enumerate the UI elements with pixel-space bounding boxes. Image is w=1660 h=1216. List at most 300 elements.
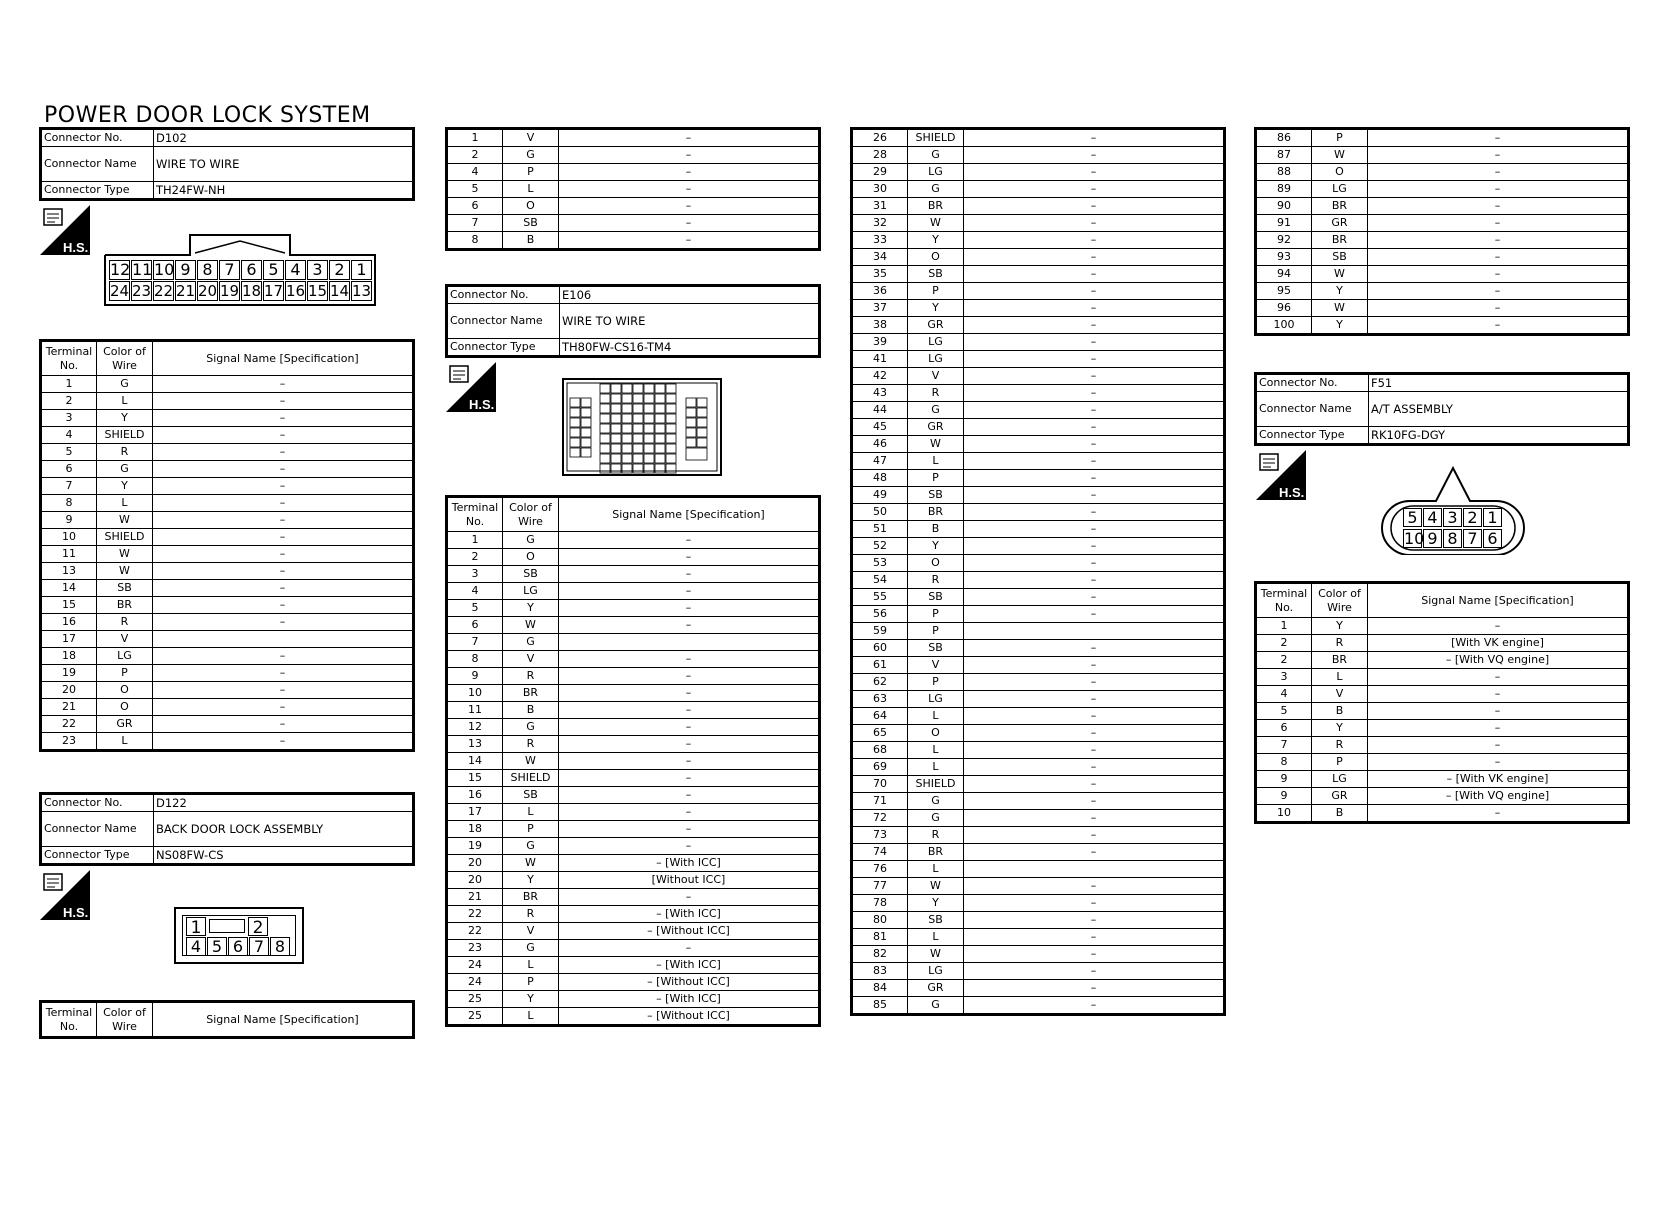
- connector-type-label: Connector Type: [41, 847, 154, 865]
- wire-color-cell: L: [97, 393, 153, 410]
- terminal-no-cell: 2: [447, 549, 503, 566]
- terminal-no-header: Terminal No.: [1256, 583, 1312, 618]
- wire-color-cell: BR: [908, 504, 964, 521]
- signal-name-cell: –: [964, 198, 1225, 215]
- wire-color-cell: W: [1312, 300, 1368, 317]
- wire-color-cell: R: [908, 572, 964, 589]
- terminal-no-cell: 61: [852, 657, 908, 674]
- signal-name-cell: –: [559, 838, 820, 855]
- signal-name-cell: –: [153, 461, 414, 478]
- table-row: [447, 198, 820, 215]
- table-row: [1256, 703, 1629, 720]
- terminal-no-cell: 62: [852, 674, 908, 691]
- column-1-d122-table: [39, 1000, 415, 1039]
- signal-name-cell: –: [964, 334, 1225, 351]
- table-row: [447, 855, 820, 872]
- signal-name-cell: –: [153, 529, 414, 546]
- terminal-no-cell: 63: [852, 691, 908, 708]
- table-row: [41, 648, 414, 665]
- connector-pin: 4: [1423, 508, 1442, 527]
- hs-icon: [1256, 450, 1306, 500]
- terminal-no-cell: 4: [447, 164, 503, 181]
- wire-color-cell: L: [908, 929, 964, 946]
- terminal-no-cell: 8: [41, 495, 97, 512]
- wire-color-cell: SB: [503, 566, 559, 583]
- signal-name-cell: –: [559, 215, 820, 232]
- signal-name-cell: –: [964, 963, 1225, 980]
- d122-pin: 2: [248, 917, 268, 936]
- connector-name-label: Connector Name: [41, 147, 154, 182]
- terminal-no-cell: 78: [852, 895, 908, 912]
- connector-pin: 12: [110, 260, 131, 279]
- signal-name-cell: – [Without ICC]: [559, 1008, 820, 1026]
- table-row: [852, 895, 1225, 912]
- table-row: [1256, 771, 1629, 788]
- wire-color-cell: R: [1312, 635, 1368, 652]
- table-row: [1256, 720, 1629, 737]
- signal-name-cell: – [With VQ engine]: [1368, 788, 1629, 805]
- signal-name-cell: –: [964, 776, 1225, 793]
- svg-text:H.S.: H.S.: [1279, 485, 1305, 500]
- terminal-no-cell: 53: [852, 555, 908, 572]
- table-row: [41, 597, 414, 614]
- wire-color-cell: SHIELD: [908, 776, 964, 793]
- signal-name-cell: – [With VK engine]: [1368, 771, 1629, 788]
- terminal-no-cell: 8: [447, 232, 503, 250]
- wire-color-cell: R: [1312, 737, 1368, 754]
- terminal-no-cell: 69: [852, 759, 908, 776]
- terminal-no-cell: 90: [1256, 198, 1312, 215]
- table-row: [447, 787, 820, 804]
- terminal-no-cell: 33: [852, 232, 908, 249]
- wire-color-cell: LG: [1312, 771, 1368, 788]
- signal-name-cell: –: [559, 821, 820, 838]
- terminal-no-cell: 7: [447, 215, 503, 232]
- terminal-no-cell: 83: [852, 963, 908, 980]
- wire-color-cell: O: [1312, 164, 1368, 181]
- signal-name-cell: –: [964, 844, 1225, 861]
- table-row: [1256, 215, 1629, 232]
- table-row: [1256, 129, 1629, 147]
- terminal-no-cell: 15: [447, 770, 503, 787]
- connector-pin: 22: [154, 282, 174, 300]
- terminal-no-cell: 82: [852, 946, 908, 963]
- table-row: [447, 889, 820, 906]
- terminal-no-cell: 71: [852, 793, 908, 810]
- wire-color-cell: GR: [1312, 788, 1368, 805]
- wire-color-cell: P: [503, 821, 559, 838]
- wire-color-cell: L: [908, 742, 964, 759]
- connector-pin: 8: [1443, 529, 1462, 548]
- signal-name-cell: –: [1368, 737, 1629, 754]
- terminal-no-cell: 9: [41, 512, 97, 529]
- signal-name-cell: –: [153, 376, 414, 393]
- signal-name-cell: –: [559, 600, 820, 617]
- connector-type-label: Connector Type: [1256, 427, 1369, 445]
- table-row: [1256, 686, 1629, 703]
- wire-color-cell: L: [503, 804, 559, 821]
- signal-name-cell: –: [153, 563, 414, 580]
- wire-color-cell: P: [503, 974, 559, 991]
- signal-name-cell: –: [964, 555, 1225, 572]
- connector-type-label: Connector Type: [447, 339, 560, 357]
- wire-color-cell: P: [908, 606, 964, 623]
- terminal-no-cell: 88: [1256, 164, 1312, 181]
- table-row: [1256, 147, 1629, 164]
- signal-name-cell: –: [559, 147, 820, 164]
- terminal-no-cell: 94: [1256, 266, 1312, 283]
- wire-color-cell: L: [1312, 669, 1368, 686]
- table-row: [41, 733, 414, 751]
- signal-name-cell: –: [1368, 232, 1629, 249]
- table-row: [852, 810, 1225, 827]
- connector-pin: 9: [175, 260, 196, 280]
- terminal-no-cell: 34: [852, 249, 908, 266]
- table-row: [1256, 635, 1629, 652]
- d102-connector-face: [103, 233, 377, 307]
- wire-color-cell: G: [503, 940, 559, 957]
- terminal-no-cell: 100: [1256, 317, 1312, 335]
- signal-name-cell: [964, 623, 1225, 640]
- wire-color-cell: P: [503, 164, 559, 181]
- column-4-table: [1254, 581, 1630, 824]
- f51-connector-face: [1380, 465, 1526, 555]
- terminal-no-cell: 8: [447, 651, 503, 668]
- wire-color-cell: G: [97, 376, 153, 393]
- d122-connector-info: [39, 792, 415, 866]
- wire-color-cell: BR: [908, 844, 964, 861]
- connector-pin: 4: [285, 260, 306, 280]
- d122-latch: [209, 919, 245, 933]
- signal-name-cell: –: [1368, 266, 1629, 283]
- signal-name-cell: –: [153, 580, 414, 597]
- connector-pin: 7: [219, 260, 240, 280]
- terminal-no-cell: 7: [447, 634, 503, 651]
- connector-pin: 1: [351, 260, 372, 280]
- signal-name-cell: –: [153, 597, 414, 614]
- wire-color-cell: SB: [97, 580, 153, 597]
- d122-connector-type: NS08FW-CS: [154, 847, 414, 865]
- table-row: [447, 549, 820, 566]
- wire-color-cell: Y: [908, 895, 964, 912]
- signal-name-cell: –: [964, 164, 1225, 181]
- wire-color-cell: L: [503, 957, 559, 974]
- wire-color-cell: G: [908, 402, 964, 419]
- signal-name-cell: –: [964, 487, 1225, 504]
- terminal-no-cell: 72: [852, 810, 908, 827]
- terminal-no-cell: 16: [447, 787, 503, 804]
- signal-name-cell: –: [964, 742, 1225, 759]
- table-row: [1256, 164, 1629, 181]
- table-row: [1256, 266, 1629, 283]
- wire-color-cell: R: [908, 385, 964, 402]
- e106-connector-type: TH80FW-CS16-TM4: [560, 339, 820, 357]
- wire-color-cell: SB: [908, 640, 964, 657]
- signal-name-cell: –: [153, 478, 414, 495]
- table-row: [852, 538, 1225, 555]
- table-row: [852, 351, 1225, 368]
- wire-color-cell: LG: [1312, 181, 1368, 198]
- table-row: [447, 651, 820, 668]
- wire-color-cell: L: [908, 453, 964, 470]
- wire-color-cell: Y: [503, 600, 559, 617]
- terminal-no-cell: 18: [41, 648, 97, 665]
- wire-color-cell: R: [97, 444, 153, 461]
- table-row: [1256, 788, 1629, 805]
- wire-color-cell: V: [908, 657, 964, 674]
- connector-name-label: Connector Name: [41, 812, 154, 847]
- terminal-no-cell: 87: [1256, 147, 1312, 164]
- terminal-no-cell: 23: [41, 733, 97, 751]
- signal-name-cell: –: [153, 546, 414, 563]
- terminal-no-cell: 10: [447, 685, 503, 702]
- wire-color-cell: LG: [908, 164, 964, 181]
- connector-pin: 6: [228, 937, 248, 956]
- wire-color-cell: W: [1312, 266, 1368, 283]
- terminal-no-cell: 76: [852, 861, 908, 878]
- signal-name-cell: –: [964, 589, 1225, 606]
- table-row: [447, 668, 820, 685]
- table-row: [852, 300, 1225, 317]
- d102-connector-no: D102: [154, 129, 414, 147]
- connector-pin: 20: [198, 282, 218, 300]
- terminal-no-cell: 42: [852, 368, 908, 385]
- wire-color-cell: LG: [97, 648, 153, 665]
- table-row: [447, 702, 820, 719]
- signal-name-cell: –: [559, 651, 820, 668]
- signal-name-cell: –: [964, 929, 1225, 946]
- signal-name-cell: –: [1368, 720, 1629, 737]
- table-row: [41, 665, 414, 682]
- terminal-no-cell: 52: [852, 538, 908, 555]
- connector-pin: 13: [352, 282, 372, 300]
- page-title: POWER DOOR LOCK SYSTEM: [44, 103, 371, 128]
- signal-name-cell: –: [559, 685, 820, 702]
- connector-pin: 2: [329, 260, 350, 280]
- table-row: [852, 368, 1225, 385]
- wire-color-cell: L: [97, 495, 153, 512]
- terminal-no-cell: 60: [852, 640, 908, 657]
- signal-name-cell: –: [964, 895, 1225, 912]
- e106-terminal-table: [445, 495, 821, 1027]
- wire-color-cell: W: [503, 617, 559, 634]
- terminal-no-cell: 20: [447, 872, 503, 889]
- wire-color-cell: P: [908, 283, 964, 300]
- signal-name-cell: –: [964, 470, 1225, 487]
- connector-pin: 9: [1423, 529, 1442, 548]
- terminal-no-cell: 81: [852, 929, 908, 946]
- wire-color-cell: SB: [908, 487, 964, 504]
- wire-color-cell: R: [97, 614, 153, 631]
- table-row: [852, 776, 1225, 793]
- signal-name-cell: –: [964, 283, 1225, 300]
- signal-name-cell: –: [964, 351, 1225, 368]
- signal-name-cell: –: [153, 512, 414, 529]
- table-row: [447, 129, 820, 147]
- connector-no-label: Connector No.: [447, 286, 560, 304]
- wire-color-cell: W: [97, 563, 153, 580]
- e106-end-table: [1254, 127, 1630, 336]
- terminal-no-cell: 2: [41, 393, 97, 410]
- terminal-no-cell: 47: [852, 453, 908, 470]
- terminal-no-cell: 4: [1256, 686, 1312, 703]
- table-row: [1256, 181, 1629, 198]
- table-row: [852, 759, 1225, 776]
- terminal-no-cell: 12: [447, 719, 503, 736]
- terminal-no-cell: 39: [852, 334, 908, 351]
- table-row: [852, 623, 1225, 640]
- wire-color-cell: W: [97, 546, 153, 563]
- terminal-no-cell: 24: [447, 974, 503, 991]
- terminal-no-cell: 5: [1256, 703, 1312, 720]
- wire-color-cell: L: [908, 759, 964, 776]
- connector-pin: 11: [132, 260, 153, 279]
- table-row: [852, 232, 1225, 249]
- connector-pin: 2: [1463, 508, 1482, 527]
- signal-name-cell: –: [964, 912, 1225, 929]
- signal-name-cell: –: [153, 495, 414, 512]
- d122-connector-no: D122: [154, 794, 414, 812]
- table-row: [447, 821, 820, 838]
- signal-name-cell: –: [153, 699, 414, 716]
- terminal-no-cell: 96: [1256, 300, 1312, 317]
- table-row: [41, 444, 414, 461]
- wire-color-cell: O: [908, 725, 964, 742]
- f51-terminal-table: [1254, 581, 1630, 824]
- column-1: [39, 127, 415, 201]
- table-row: [41, 682, 414, 699]
- terminal-no-cell: 21: [447, 889, 503, 906]
- wire-color-cell: V: [503, 129, 559, 147]
- terminal-no-cell: 91: [1256, 215, 1312, 232]
- table-row: [852, 181, 1225, 198]
- terminal-no-cell: 49: [852, 487, 908, 504]
- wire-color-cell: R: [503, 906, 559, 923]
- connector-no-label: Connector No.: [41, 794, 154, 812]
- terminal-no-cell: 21: [41, 699, 97, 716]
- table-row: [852, 827, 1225, 844]
- wire-color-cell: B: [908, 521, 964, 538]
- wire-color-cell: Y: [1312, 720, 1368, 737]
- wire-color-cell: BR: [1312, 652, 1368, 669]
- signal-name-cell: –: [964, 232, 1225, 249]
- d122-pin: 1: [186, 917, 206, 936]
- terminal-no-cell: 86: [1256, 129, 1312, 147]
- wire-color-cell: GR: [908, 317, 964, 334]
- signal-name-cell: –: [559, 940, 820, 957]
- table-row: [1256, 754, 1629, 771]
- column-1-table: [39, 339, 415, 752]
- connector-pin: 5: [207, 937, 227, 956]
- e106-info-wrap: [445, 284, 821, 358]
- signal-name-cell: –: [1368, 129, 1629, 147]
- terminal-no-cell: 9: [447, 668, 503, 685]
- wire-color-cell: G: [503, 147, 559, 164]
- svg-text:H.S.: H.S.: [63, 240, 89, 255]
- table-row: [41, 478, 414, 495]
- wire-color-cell: B: [1312, 703, 1368, 720]
- table-row: [852, 912, 1225, 929]
- signal-name-cell: –: [964, 980, 1225, 997]
- terminal-no-cell: 55: [852, 589, 908, 606]
- wire-color-cell: R: [503, 668, 559, 685]
- terminal-no-cell: 22: [41, 716, 97, 733]
- connector-pin: 3: [307, 260, 328, 280]
- signal-name-cell: –: [964, 249, 1225, 266]
- signal-name-cell: –: [1368, 618, 1629, 635]
- table-row: [447, 600, 820, 617]
- signal-name-cell: –: [559, 787, 820, 804]
- wire-color-cell: O: [908, 555, 964, 572]
- wire-color-cell: L: [503, 181, 559, 198]
- table-row: [852, 402, 1225, 419]
- wire-color-cell: W: [503, 855, 559, 872]
- table-row: [41, 614, 414, 631]
- wire-color-cell: G: [503, 838, 559, 855]
- terminal-no-cell: 93: [1256, 249, 1312, 266]
- d122-terminal-table: [39, 1000, 415, 1039]
- table-row: [852, 878, 1225, 895]
- terminal-no-cell: 13: [41, 563, 97, 580]
- signal-name-cell: –: [964, 147, 1225, 164]
- terminal-no-header: Terminal No.: [41, 1002, 97, 1038]
- column-2-table: [445, 495, 821, 1027]
- table-row: [852, 572, 1225, 589]
- table-row: [447, 736, 820, 753]
- signal-name-cell: –: [964, 946, 1225, 963]
- signal-name-cell: –: [1368, 283, 1629, 300]
- terminal-no-cell: 18: [447, 821, 503, 838]
- wire-color-cell: BR: [97, 597, 153, 614]
- table-row: [447, 753, 820, 770]
- wire-color-cell: O: [908, 249, 964, 266]
- wire-color-cell: G: [908, 181, 964, 198]
- terminal-no-cell: 3: [41, 410, 97, 427]
- signal-name-cell: –: [1368, 805, 1629, 823]
- signal-name-cell: –: [559, 889, 820, 906]
- signal-name-cell: –: [964, 215, 1225, 232]
- signal-name-cell: – [With ICC]: [559, 906, 820, 923]
- wire-color-cell: W: [908, 878, 964, 895]
- wire-color-cell: G: [908, 147, 964, 164]
- signal-name-cell: –: [559, 181, 820, 198]
- table-row: [852, 793, 1225, 810]
- terminal-no-cell: 23: [447, 940, 503, 957]
- connector-pin: 8: [270, 937, 290, 956]
- signal-name-header: Signal Name [Specification]: [153, 1002, 414, 1038]
- table-row: [447, 232, 820, 250]
- signal-name-cell: –: [1368, 164, 1629, 181]
- connector-type-label: Connector Type: [41, 182, 154, 200]
- connector-pin: 8: [197, 260, 218, 280]
- terminal-no-cell: 73: [852, 827, 908, 844]
- signal-name-cell: –: [559, 198, 820, 215]
- terminal-no-cell: 84: [852, 980, 908, 997]
- connector-pin: 14: [330, 282, 350, 300]
- wire-color-cell: Y: [908, 538, 964, 555]
- signal-name-cell: –: [1368, 669, 1629, 686]
- terminal-no-cell: 11: [41, 546, 97, 563]
- signal-name-cell: – [With ICC]: [559, 855, 820, 872]
- signal-name-cell: –: [153, 648, 414, 665]
- d102-connector-info: [39, 127, 415, 201]
- color-of-wire-header: Color of Wire: [503, 497, 559, 532]
- wire-color-cell: W: [908, 436, 964, 453]
- signal-name-cell: –: [1368, 147, 1629, 164]
- wire-color-cell: O: [503, 549, 559, 566]
- terminal-no-cell: 10: [1256, 805, 1312, 823]
- signal-name-cell: –: [964, 640, 1225, 657]
